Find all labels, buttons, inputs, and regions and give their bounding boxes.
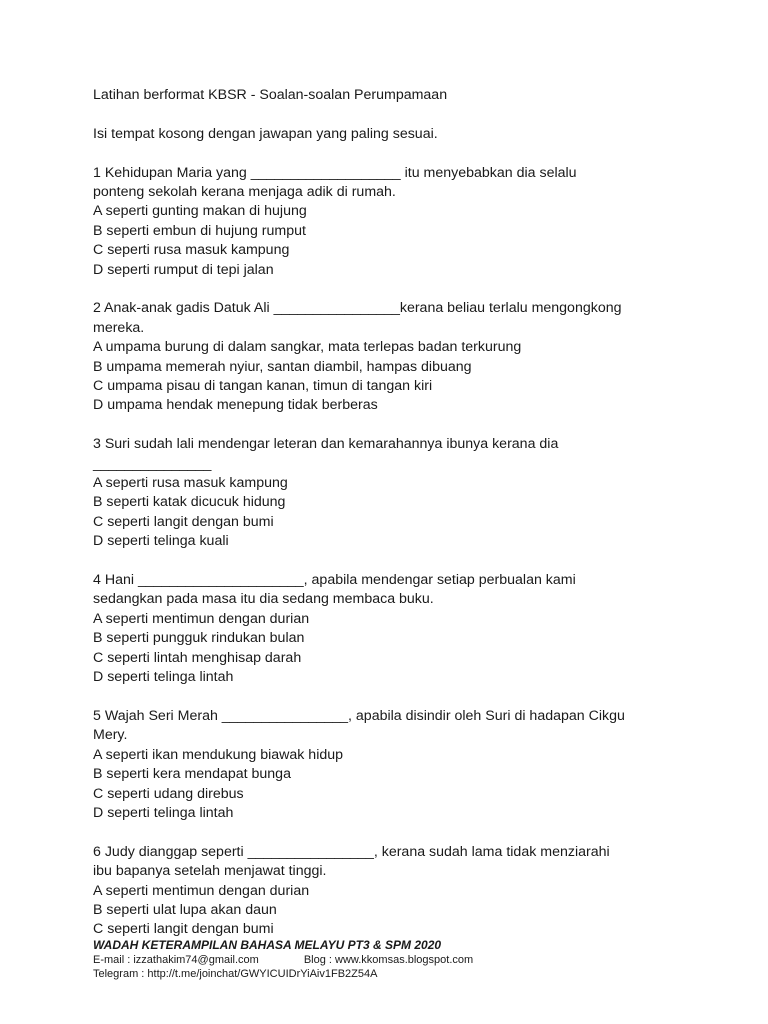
answer-options	[93, 610, 693, 688]
question-stem-line: 5 Wajah Seri Merah ________________, apabila disindir oleh Suri di hadapan Cikgu	[93, 707, 625, 724]
question-stem-line: 2 Anak-anak gadis Datuk Ali ________________kerana beliau terlalu mengongkong	[93, 300, 622, 317]
question-stem-line: ibu bapanya setelah menjawat tinggi.	[93, 863, 327, 880]
spacer	[93, 280, 693, 299]
answer-option-c: C seperti lintah menghisap darah	[93, 649, 302, 666]
spacer	[93, 416, 693, 435]
question-stem-line: 3 Suri sudah lali mendengar leteran dan kemarahannya ibunya kerana dia	[93, 436, 559, 453]
spacer	[93, 105, 693, 124]
answer-option-a: A seperti ikan mendukung biawak hidup	[93, 746, 344, 763]
question-stem-line: Mery.	[93, 727, 128, 744]
spacer	[93, 688, 693, 707]
answer-options	[93, 746, 693, 824]
answer-option-c: C seperti udang direbus	[93, 785, 244, 802]
answer-option-b: B seperti pungguk rindukan bulan	[93, 630, 305, 647]
footer-title: WADAH KETERAMPILAN BAHASA MELAYU PT3 & SPM 2020	[93, 938, 442, 952]
answer-option-b: B seperti embun di hujung rumput	[93, 222, 306, 239]
question-stem-line: 4 Hani _____________________, apabila mendengar setiap perbualan kami	[93, 572, 576, 589]
answer-options	[93, 474, 693, 552]
answer-option-a: A seperti mentimun dengan durian	[93, 610, 310, 627]
answer-option-d: D seperti telinga lintah	[93, 669, 234, 686]
page-footer	[93, 938, 713, 981]
instruction-text: Isi tempat kosong dengan jawapan yang paling sesuai.	[93, 125, 438, 142]
answer-options	[93, 882, 693, 940]
answer-option-d: D seperti telinga kuali	[93, 533, 229, 550]
question-stem-line: ponteng sekolah kerana menjaga adik di rumah.	[93, 184, 396, 200]
answer-option-d: D seperti rumput di tepi jalan	[93, 261, 274, 278]
footer-telegram: Telegram : http://t.me/joinchat/GWYICUIDrYiAiv1FB2Z54A	[93, 968, 378, 980]
answer-option-c: C umpama pisau di tangan kanan, timun di tangan kiri	[93, 378, 433, 395]
answer-option-b: B seperti ulat lupa akan daun	[93, 901, 277, 918]
answer-option-d: D umpama hendak menepung tidak berberas	[93, 397, 378, 414]
question-2	[93, 299, 693, 415]
answer-option-a: A seperti mentimun dengan durian	[93, 882, 310, 899]
question-stem-line: sedangkan pada masa itu dia sedang membaca buku.	[93, 591, 434, 608]
question-6	[93, 843, 693, 940]
answer-option-b: B seperti kera mendapat bunga	[93, 766, 291, 783]
question-stem-line: _______________	[93, 455, 212, 472]
answer-option-b: B umpama memerah nyiur, santan diambil, hampas dibuang	[93, 358, 472, 375]
answer-option-c: C seperti rusa masuk kampung	[93, 242, 290, 259]
spacer	[93, 144, 693, 163]
answer-option-b: B seperti katak dicucuk hidung	[93, 494, 286, 511]
question-4	[93, 571, 693, 687]
answer-option-d: D seperti telinga lintah	[93, 804, 234, 821]
answer-option-a: A umpama burung di dalam sangkar, mata terlepas badan terkurung	[93, 339, 522, 356]
spacer	[93, 823, 693, 842]
question-stem-line: 1 Kehidupan Maria yang ___________________ itu menyebabkan dia selalu	[93, 164, 577, 181]
footer-contact-row	[93, 953, 713, 967]
footer-blog: Blog : www.kkomsas.blogspot.com	[303, 954, 474, 966]
question-3	[93, 435, 693, 551]
footer-email: E-mail : izzathakim74@gmail.com	[93, 954, 259, 966]
answer-option-a: A seperti gunting makan di hujung	[93, 203, 307, 220]
document-body	[93, 86, 693, 940]
question-stem-line: mereka.	[93, 319, 145, 336]
spacer	[93, 552, 693, 571]
question-1	[93, 164, 693, 280]
document-title: Latihan berformat KBSR - Soalan-soalan Perumpamaan	[93, 87, 448, 103]
answer-options	[93, 202, 693, 280]
answer-option-a: A seperti rusa masuk kampung	[93, 475, 288, 492]
answer-option-c: C seperti langit dengan bumi	[93, 921, 274, 938]
answer-options	[93, 338, 693, 416]
question-5	[93, 707, 693, 823]
question-stem-line: 6 Judy dianggap seperti ________________, kerana sudah lama tidak menziarahi	[93, 843, 610, 860]
answer-option-c: C seperti langit dengan bumi	[93, 513, 274, 530]
